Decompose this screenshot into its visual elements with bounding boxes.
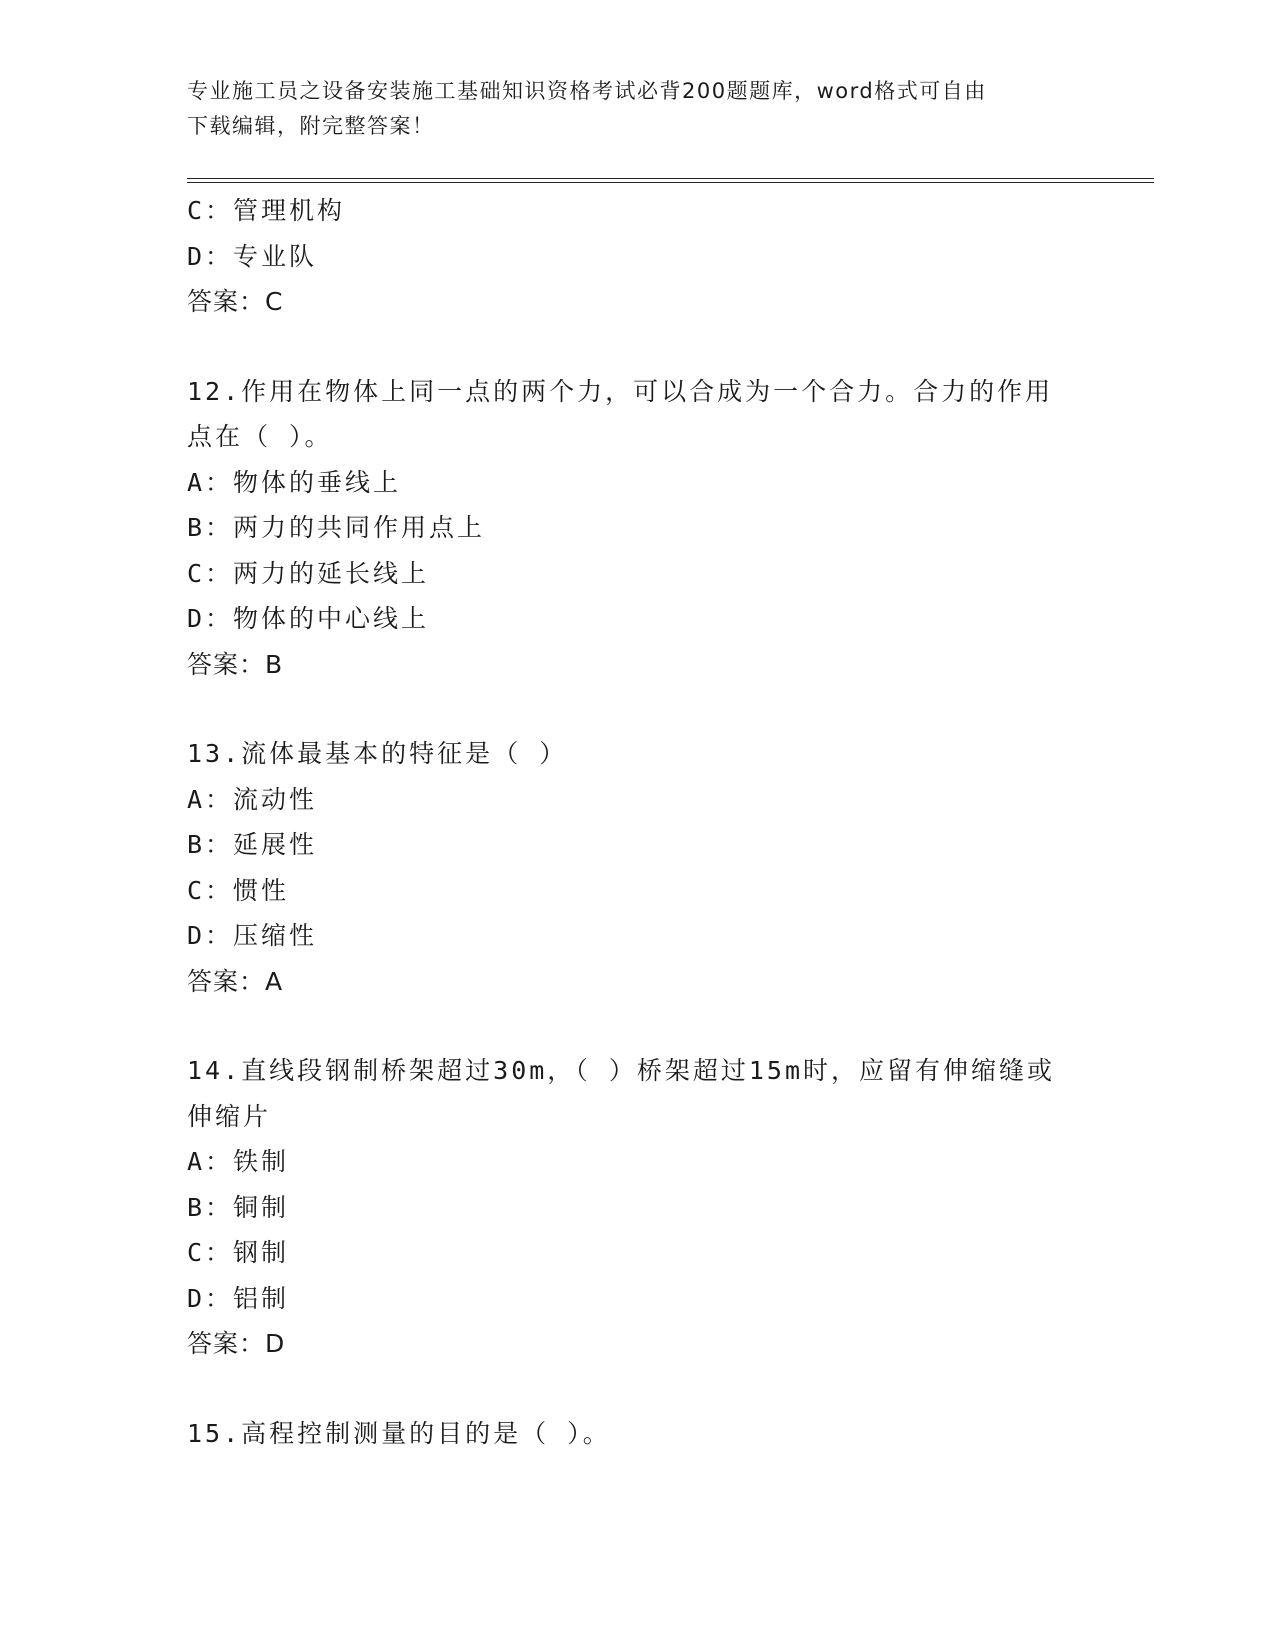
header-line-1: 专业施工员之设备安装施工基础知识资格考试必背200题题库，word格式可自由 (187, 79, 987, 103)
header-rule-top (187, 178, 1154, 179)
question-13-text: 13.流体最基本的特征是（ ） (187, 739, 568, 768)
header-rule-bottom (187, 182, 1154, 183)
option-b: B：延展性 (187, 830, 318, 859)
question-12-text: 12.作用在物体上同一点的两个力，可以合成为一个合力。合力的作用 (187, 376, 1054, 406)
question-14-text-cont: 伸缩片 (187, 1101, 272, 1131)
option-b: B：铜制 (187, 1192, 290, 1222)
option-c: C：管理机构 (187, 196, 346, 225)
option-a: A：物体的垂线上 (187, 467, 402, 497)
question-list (187, 188, 1107, 1456)
answer: 答案：C (187, 287, 284, 316)
option-c: C：两力的延长线上 (187, 558, 430, 588)
option-c: C：钢制 (187, 1238, 290, 1267)
option-d: D：铝制 (187, 1283, 290, 1313)
option-a: A：流动性 (187, 784, 318, 814)
option-d: D：物体的中心线上 (187, 604, 430, 633)
option-a: A：铁制 (187, 1147, 290, 1176)
answer: 答案：D (187, 1329, 286, 1358)
header-line-2: 下载编辑，附完整答案！ (187, 114, 435, 138)
answer: 答案：A (187, 966, 284, 996)
question-12-text-cont: 点在（ ）。 (187, 422, 333, 451)
option-d: D：压缩性 (187, 921, 318, 950)
option-c: C：惯性 (187, 875, 290, 905)
option-b: B：两力的共同作用点上 (187, 513, 486, 542)
option-d: D：专业队 (187, 241, 318, 271)
answer: 答案：B (187, 649, 284, 679)
document-header (187, 74, 1087, 144)
question-15-text: 15.高程控制测量的目的是（ ）。 (187, 1418, 611, 1448)
question-14-text: 14.直线段钢制桥架超过30m，（ ）桥架超过15m时，应留有伸缩缝或 (187, 1056, 1056, 1085)
